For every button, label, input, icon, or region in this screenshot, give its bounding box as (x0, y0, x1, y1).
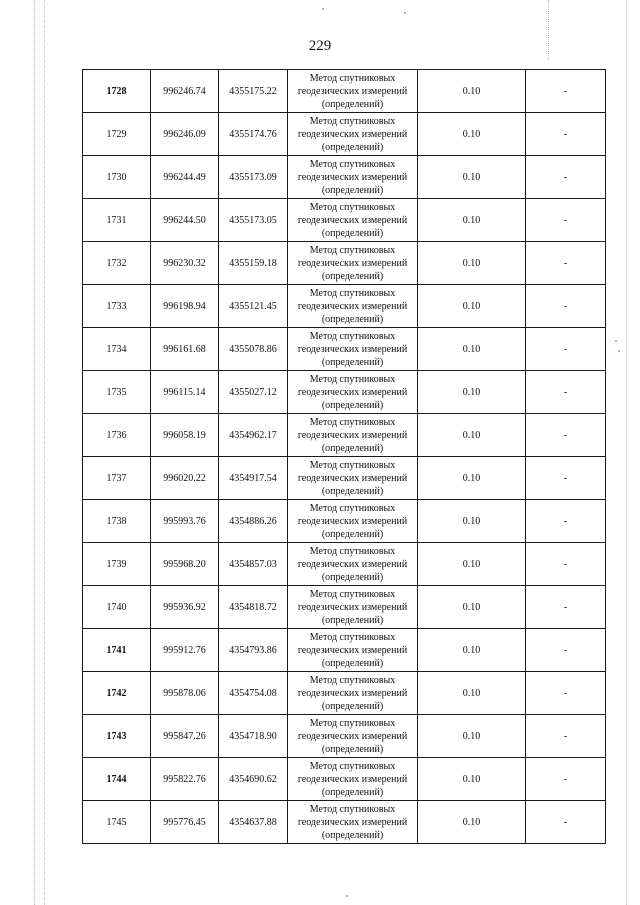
method-text-line: (определений) (321, 528, 384, 540)
table-row (83, 500, 606, 543)
x-coordinate-cell: 996058.19 (151, 414, 219, 457)
y-coordinate-cell: 4354857.03 (219, 543, 288, 586)
table-row (83, 457, 606, 500)
method-text-line: геодезических измерений (297, 85, 408, 97)
method-cell (288, 715, 418, 758)
y-coordinate-cell: 4354793.86 (219, 629, 288, 672)
point-number-cell: 1742 (83, 672, 151, 715)
method-cell (288, 629, 418, 672)
table-row (83, 113, 606, 156)
method-cell (288, 285, 418, 328)
method-text-line: геодезических измерений (297, 128, 408, 140)
precision-cell: 0.10 (418, 672, 526, 715)
y-coordinate-cell: 4355121.45 (219, 285, 288, 328)
precision-cell: 0.10 (418, 156, 526, 199)
method-cell (288, 156, 418, 199)
precision-cell: 0.10 (418, 457, 526, 500)
method-text-line: Метод спутниковых (309, 72, 396, 84)
table-row (83, 371, 606, 414)
method-text-line: Метод спутниковых (309, 244, 396, 256)
precision-cell: 0.10 (418, 586, 526, 629)
method-text-line: геодезических измерений (297, 171, 408, 183)
method-text-line: геодезических измерений (297, 558, 408, 570)
scan-speck (322, 8, 324, 10)
note-cell: - (526, 801, 606, 844)
method-text-line: (определений) (321, 141, 384, 153)
table-row (83, 715, 606, 758)
y-coordinate-cell: 4354886.26 (219, 500, 288, 543)
method-cell (288, 113, 418, 156)
method-text-line: (определений) (321, 442, 384, 454)
method-text-line: Метод спутниковых (309, 287, 396, 299)
precision-cell: 0.10 (418, 285, 526, 328)
method-text-line: геодезических измерений (297, 644, 408, 656)
note-cell: - (526, 371, 606, 414)
method-text-line: геодезических измерений (297, 687, 408, 699)
method-cell (288, 371, 418, 414)
method-cell (288, 758, 418, 801)
method-text-line: (определений) (321, 270, 384, 282)
table-row (83, 285, 606, 328)
y-coordinate-cell: 4354637.88 (219, 801, 288, 844)
method-text-line: Метод спутниковых (309, 459, 396, 471)
coordinates-table (82, 69, 606, 844)
note-cell: - (526, 242, 606, 285)
method-text-line: Метод спутниковых (309, 588, 396, 600)
y-coordinate-cell: 4354917.54 (219, 457, 288, 500)
method-text-line: (определений) (321, 98, 384, 110)
point-number-cell: 1744 (83, 758, 151, 801)
y-coordinate-cell: 4354754.08 (219, 672, 288, 715)
method-text-line: Метод спутниковых (309, 803, 396, 815)
point-number-cell: 1739 (83, 543, 151, 586)
table-row (83, 543, 606, 586)
method-cell (288, 414, 418, 457)
precision-cell: 0.10 (418, 414, 526, 457)
point-number-cell: 1740 (83, 586, 151, 629)
table-row (83, 758, 606, 801)
method-text-line: геодезических измерений (297, 343, 408, 355)
x-coordinate-cell: 995912.76 (151, 629, 219, 672)
method-text-line: геодезических измерений (297, 429, 408, 441)
method-text-line: геодезических измерений (297, 601, 408, 613)
method-text-line: геодезических измерений (297, 300, 408, 312)
method-text-line: геодезических измерений (297, 730, 408, 742)
method-text-line: (определений) (321, 399, 384, 411)
method-text-line: (определений) (321, 743, 384, 755)
y-coordinate-cell: 4355173.09 (219, 156, 288, 199)
table-row (83, 586, 606, 629)
x-coordinate-cell: 996161.68 (151, 328, 219, 371)
precision-cell: 0.10 (418, 242, 526, 285)
note-cell: - (526, 500, 606, 543)
point-number-cell: 1736 (83, 414, 151, 457)
method-text-line: Метод спутниковых (309, 416, 396, 428)
scan-speck (404, 12, 406, 14)
note-cell: - (526, 672, 606, 715)
table-row (83, 672, 606, 715)
precision-cell: 0.10 (418, 328, 526, 371)
method-text-line: геодезических измерений (297, 386, 408, 398)
note-cell: - (526, 70, 606, 113)
method-cell (288, 586, 418, 629)
point-number-cell: 1745 (83, 801, 151, 844)
method-text-line: Метод спутниковых (309, 631, 396, 643)
note-cell: - (526, 457, 606, 500)
point-number-cell: 1735 (83, 371, 151, 414)
point-number-cell: 1733 (83, 285, 151, 328)
method-cell (288, 457, 418, 500)
x-coordinate-cell: 995847.26 (151, 715, 219, 758)
method-cell (288, 328, 418, 371)
method-text-line: (определений) (321, 614, 384, 626)
note-cell: - (526, 586, 606, 629)
x-coordinate-cell: 996198.94 (151, 285, 219, 328)
precision-cell: 0.10 (418, 758, 526, 801)
method-cell (288, 242, 418, 285)
method-text-line: Метод спутниковых (309, 717, 396, 729)
table-row (83, 156, 606, 199)
scan-edge-left-inner (44, 0, 45, 905)
x-coordinate-cell: 995878.06 (151, 672, 219, 715)
point-number-cell: 1730 (83, 156, 151, 199)
note-cell: - (526, 328, 606, 371)
y-coordinate-cell: 4354690.62 (219, 758, 288, 801)
y-coordinate-cell: 4355174.76 (219, 113, 288, 156)
precision-cell: 0.10 (418, 801, 526, 844)
method-text-line: (определений) (321, 485, 384, 497)
note-cell: - (526, 758, 606, 801)
note-cell: - (526, 285, 606, 328)
precision-cell: 0.10 (418, 715, 526, 758)
point-number-cell: 1734 (83, 328, 151, 371)
note-cell: - (526, 113, 606, 156)
y-coordinate-cell: 4355078.86 (219, 328, 288, 371)
table-row (83, 328, 606, 371)
method-text-line: (определений) (321, 227, 384, 239)
x-coordinate-cell: 996230.32 (151, 242, 219, 285)
y-coordinate-cell: 4354818.72 (219, 586, 288, 629)
method-cell (288, 672, 418, 715)
method-text-line: Метод спутниковых (309, 502, 396, 514)
x-coordinate-cell: 995968.20 (151, 543, 219, 586)
method-cell (288, 199, 418, 242)
method-text-line: Метод спутниковых (309, 373, 396, 385)
method-cell (288, 500, 418, 543)
precision-cell: 0.10 (418, 199, 526, 242)
method-text-line: геодезических измерений (297, 472, 408, 484)
point-number-cell: 1728 (83, 70, 151, 113)
method-text-line: Метод спутниковых (309, 158, 396, 170)
method-text-line: (определений) (321, 184, 384, 196)
method-text-line: (определений) (321, 571, 384, 583)
y-coordinate-cell: 4355173.05 (219, 199, 288, 242)
precision-cell: 0.10 (418, 113, 526, 156)
method-text-line: (определений) (321, 313, 384, 325)
method-cell (288, 543, 418, 586)
x-coordinate-cell: 996020.22 (151, 457, 219, 500)
note-cell: - (526, 543, 606, 586)
scan-speck (615, 340, 617, 342)
point-number-cell: 1737 (83, 457, 151, 500)
method-text-line: геодезических измерений (297, 257, 408, 269)
scan-edge-left (34, 0, 35, 905)
y-coordinate-cell: 4355027.12 (219, 371, 288, 414)
x-coordinate-cell: 995993.76 (151, 500, 219, 543)
page-number: 229 (308, 38, 332, 54)
table-row (83, 801, 606, 844)
point-number-cell: 1729 (83, 113, 151, 156)
method-text-line: Метод спутниковых (309, 760, 396, 772)
method-text-line: (определений) (321, 829, 384, 841)
point-number-cell: 1731 (83, 199, 151, 242)
x-coordinate-cell: 996246.74 (151, 70, 219, 113)
method-text-line: геодезических измерений (297, 773, 408, 785)
table-row (83, 70, 606, 113)
point-number-cell: 1738 (83, 500, 151, 543)
y-coordinate-cell: 4354962.17 (219, 414, 288, 457)
method-text-line: (определений) (321, 356, 384, 368)
x-coordinate-cell: 996244.50 (151, 199, 219, 242)
method-text-line: Метод спутниковых (309, 115, 396, 127)
table-row (83, 629, 606, 672)
precision-cell: 0.10 (418, 70, 526, 113)
x-coordinate-cell: 996115.14 (151, 371, 219, 414)
precision-cell: 0.10 (418, 371, 526, 414)
precision-cell: 0.10 (418, 543, 526, 586)
method-text-line: Метод спутниковых (309, 201, 396, 213)
point-number-cell: 1732 (83, 242, 151, 285)
note-cell: - (526, 414, 606, 457)
method-text-line: геодезических измерений (297, 816, 408, 828)
y-coordinate-cell: 4355175.22 (219, 70, 288, 113)
method-text-line: Метод спутниковых (309, 545, 396, 557)
x-coordinate-cell: 996244.49 (151, 156, 219, 199)
x-coordinate-cell: 995822.76 (151, 758, 219, 801)
note-cell: - (526, 156, 606, 199)
method-text-line: (определений) (321, 700, 384, 712)
point-number-cell: 1743 (83, 715, 151, 758)
method-text-line: Метод спутниковых (309, 330, 396, 342)
x-coordinate-cell: 995936.92 (151, 586, 219, 629)
method-text-line: (определений) (321, 786, 384, 798)
method-cell (288, 70, 418, 113)
note-cell: - (526, 715, 606, 758)
y-coordinate-cell: 4355159.18 (219, 242, 288, 285)
table-row (83, 242, 606, 285)
method-text-line: геодезических измерений (297, 515, 408, 527)
method-text-line: геодезических измерений (297, 214, 408, 226)
method-text-line: Метод спутниковых (309, 674, 396, 686)
scan-speck (346, 895, 348, 897)
note-cell: - (526, 629, 606, 672)
x-coordinate-cell: 995776.45 (151, 801, 219, 844)
note-cell: - (526, 199, 606, 242)
method-text-line: (определений) (321, 657, 384, 669)
table-row (83, 414, 606, 457)
precision-cell: 0.10 (418, 500, 526, 543)
x-coordinate-cell: 996246.09 (151, 113, 219, 156)
scan-speck (618, 350, 620, 352)
coordinates-table-body (83, 70, 606, 844)
precision-cell: 0.10 (418, 629, 526, 672)
scan-edge-right (626, 0, 627, 905)
point-number-cell: 1741 (83, 629, 151, 672)
method-cell (288, 801, 418, 844)
table-row (83, 199, 606, 242)
y-coordinate-cell: 4354718.90 (219, 715, 288, 758)
